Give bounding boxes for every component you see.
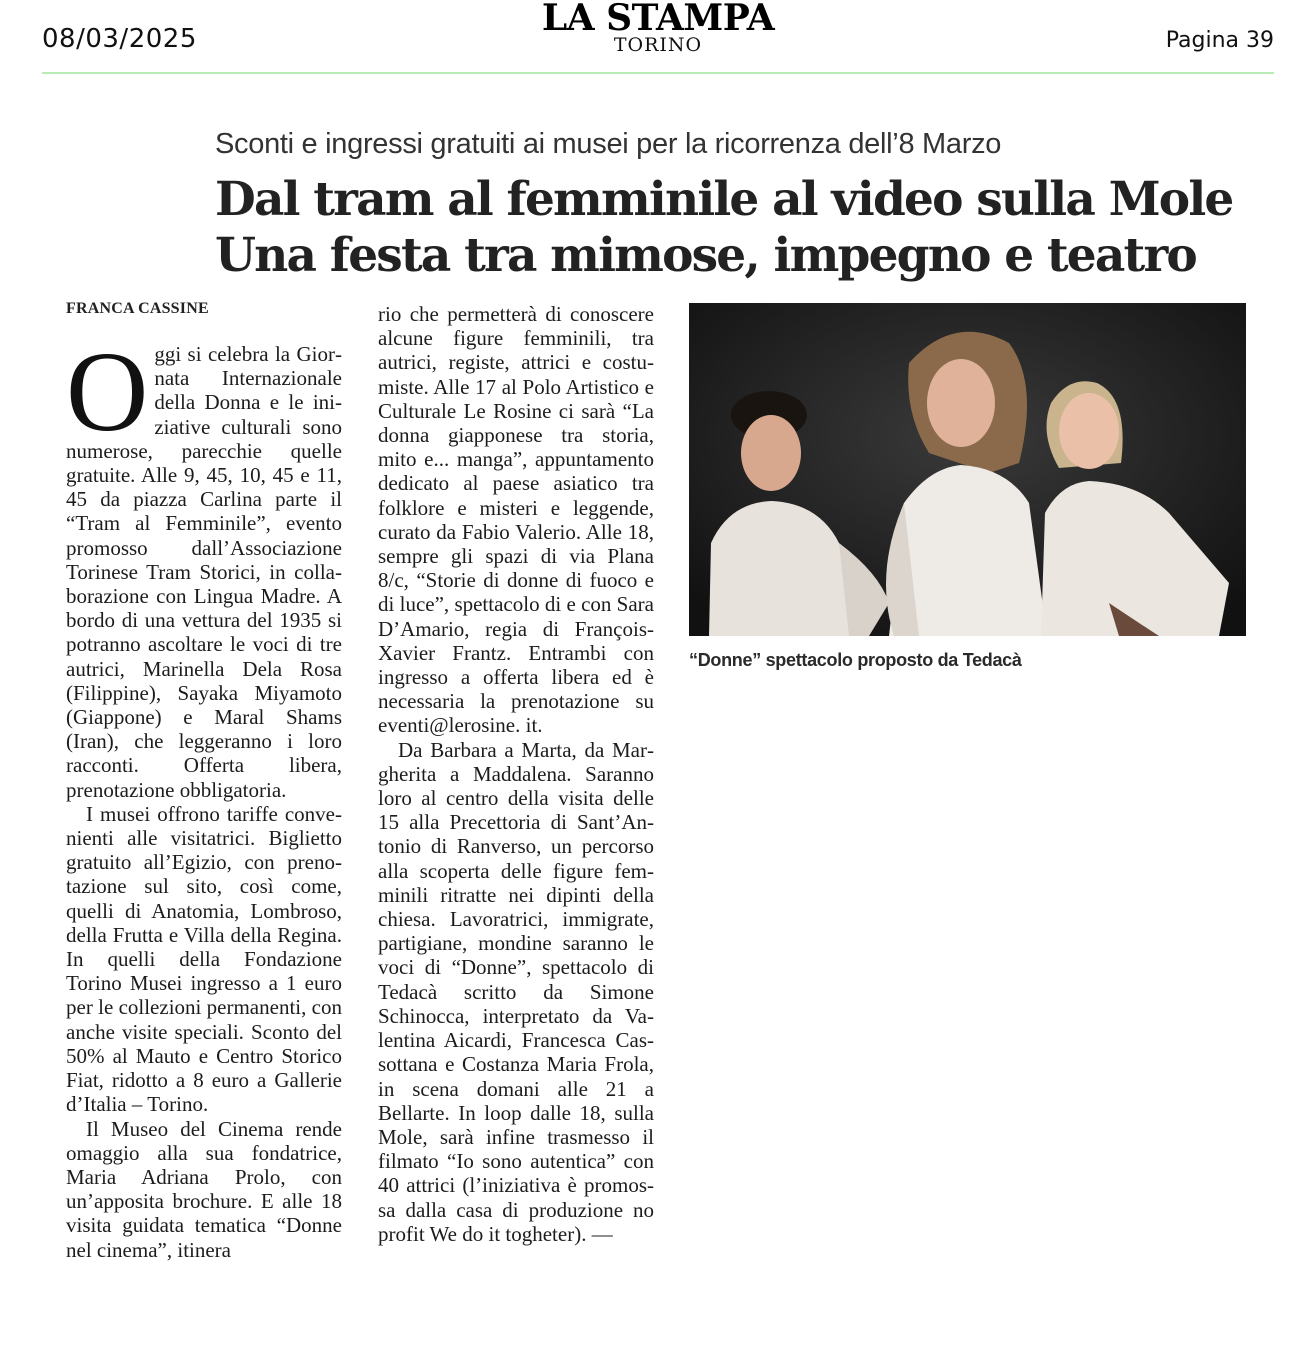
page-number: Pagina 39 [1165, 28, 1274, 53]
paragraph-text: ggi si celebra la Giornata Internazionale della Donna e le iniziative culturali sono numerose, parecchie quelle gratuite. Alle 9, 45, 10, 45 e 11, 45 da piazza Carlina parte il “Tram al Femminile”, evento promosso dall’Associazione Torinese Tram Storici, in collaborazione con Lingua Madre. A bordo di una vettura del 1935 si potranno ascoltare le voci di tre autrici, Marinella Dela Rosa (Filippine), Sayaka Miyamoto (Giappone) e Maral Shams (Iran), che leggeranno i loro racconti. Offerta libera, prenotazione obbligatoria. [66, 342, 342, 802]
paragraph: Il Museo del Cinema rende omaggio alla sua fondatrice, Maria Adriana Prolo, con un’apposita brochure. E alle 18 visita guidata tematica “Donne nel cinema”, itinera [66, 1116, 342, 1262]
article-photo [689, 303, 1246, 636]
theatre-performers-image [689, 303, 1246, 636]
photo-caption: “Donne” spettacolo proposto da Tedacà [689, 650, 1022, 670]
article-column-1 [66, 328, 342, 1262]
byline: FRANCA CASSINE [66, 300, 209, 317]
edition-name: TORINO [613, 34, 703, 56]
newspaper-logo: LA STAMPA [541, 0, 775, 39]
header-divider [42, 72, 1274, 74]
article-kicker: Sconti e ingressi gratuiti ai musei per la ricorrenza dell’8 Marzo [215, 128, 1002, 160]
paragraph: rio che permetterà di conoscere alcune figure femminili, tra autrici, registe, attrici e costumiste. Alle 17 al Polo Artistico e Culturale Le Rosine ci sarà “La donna giapponese tra storia, mito e... manga”, appuntamento dedicato al paese asiatico tra folklore e misteri e leggende, curato da Fabio Valerio. Alle 18, sempre gli spazi di via Plana 8/c, “Storie di donne di fuoco e di luce”, spettacolo di e con Sara D’Amario, regia di François-Xavier Frantz. Entrambi con ingresso a offerta libera ed è necessaria la prenotazione su eventi@lerosine. it. [378, 302, 654, 738]
publication-date: 08/03/2025 [42, 24, 197, 54]
article-column-2 [378, 302, 654, 1246]
page-header [42, 0, 1274, 74]
drop-cap: O [66, 328, 149, 455]
paragraph: Da Barbara a Marta, da Margherita a Maddalena. Saranno loro al centro della visita delle 15 alla Precettoria di Sant’Antonio di Ranverso, un percorso alla scoperta delle figure femminili ritratte nei dipinti della chiesa. Lavoratrici, immigrate, partigiane, mondine saranno le voci di “Donne”, spettacolo di Tedacà scritto da Simone Schinocca, interpretato da Valentina Aicardi, Francesca Cassottana e Costanza Maria Frola, in scena domani alle 21 a Bellarte. In loop dalle 18, sulla Mole, sarà infine trasmesso il filmato “Io sono autentica” con 40 attrici (l’iniziativa è promossa dalla casa di produzione no profit We do it togheter). — [378, 737, 654, 1246]
headline-line-2: Una festa tra mimose, impegno e teatro [215, 228, 1196, 283]
paragraph: I musei offrono tariffe convenienti alle visitatrici. Biglietto gratuito all’Egizio, con prenotazione sul sito, così come, quelli di Anatomia, Lombroso, della Frutta e Villa della Regina. In quelli della Fondazione Torino Musei ingresso a 1 euro per le collezioni permanenti, con anche visite speciali. Sconto del 50% al Mauto e Centro Storico Fiat, ridotto a 8 euro a Gallerie d’Italia – Torino. [66, 801, 342, 1117]
article-headline [215, 172, 1233, 284]
masthead [42, 0, 1274, 55]
headline-line-1: Dal tram al femminile al video sulla Mole [215, 172, 1233, 227]
paragraph [66, 328, 342, 802]
